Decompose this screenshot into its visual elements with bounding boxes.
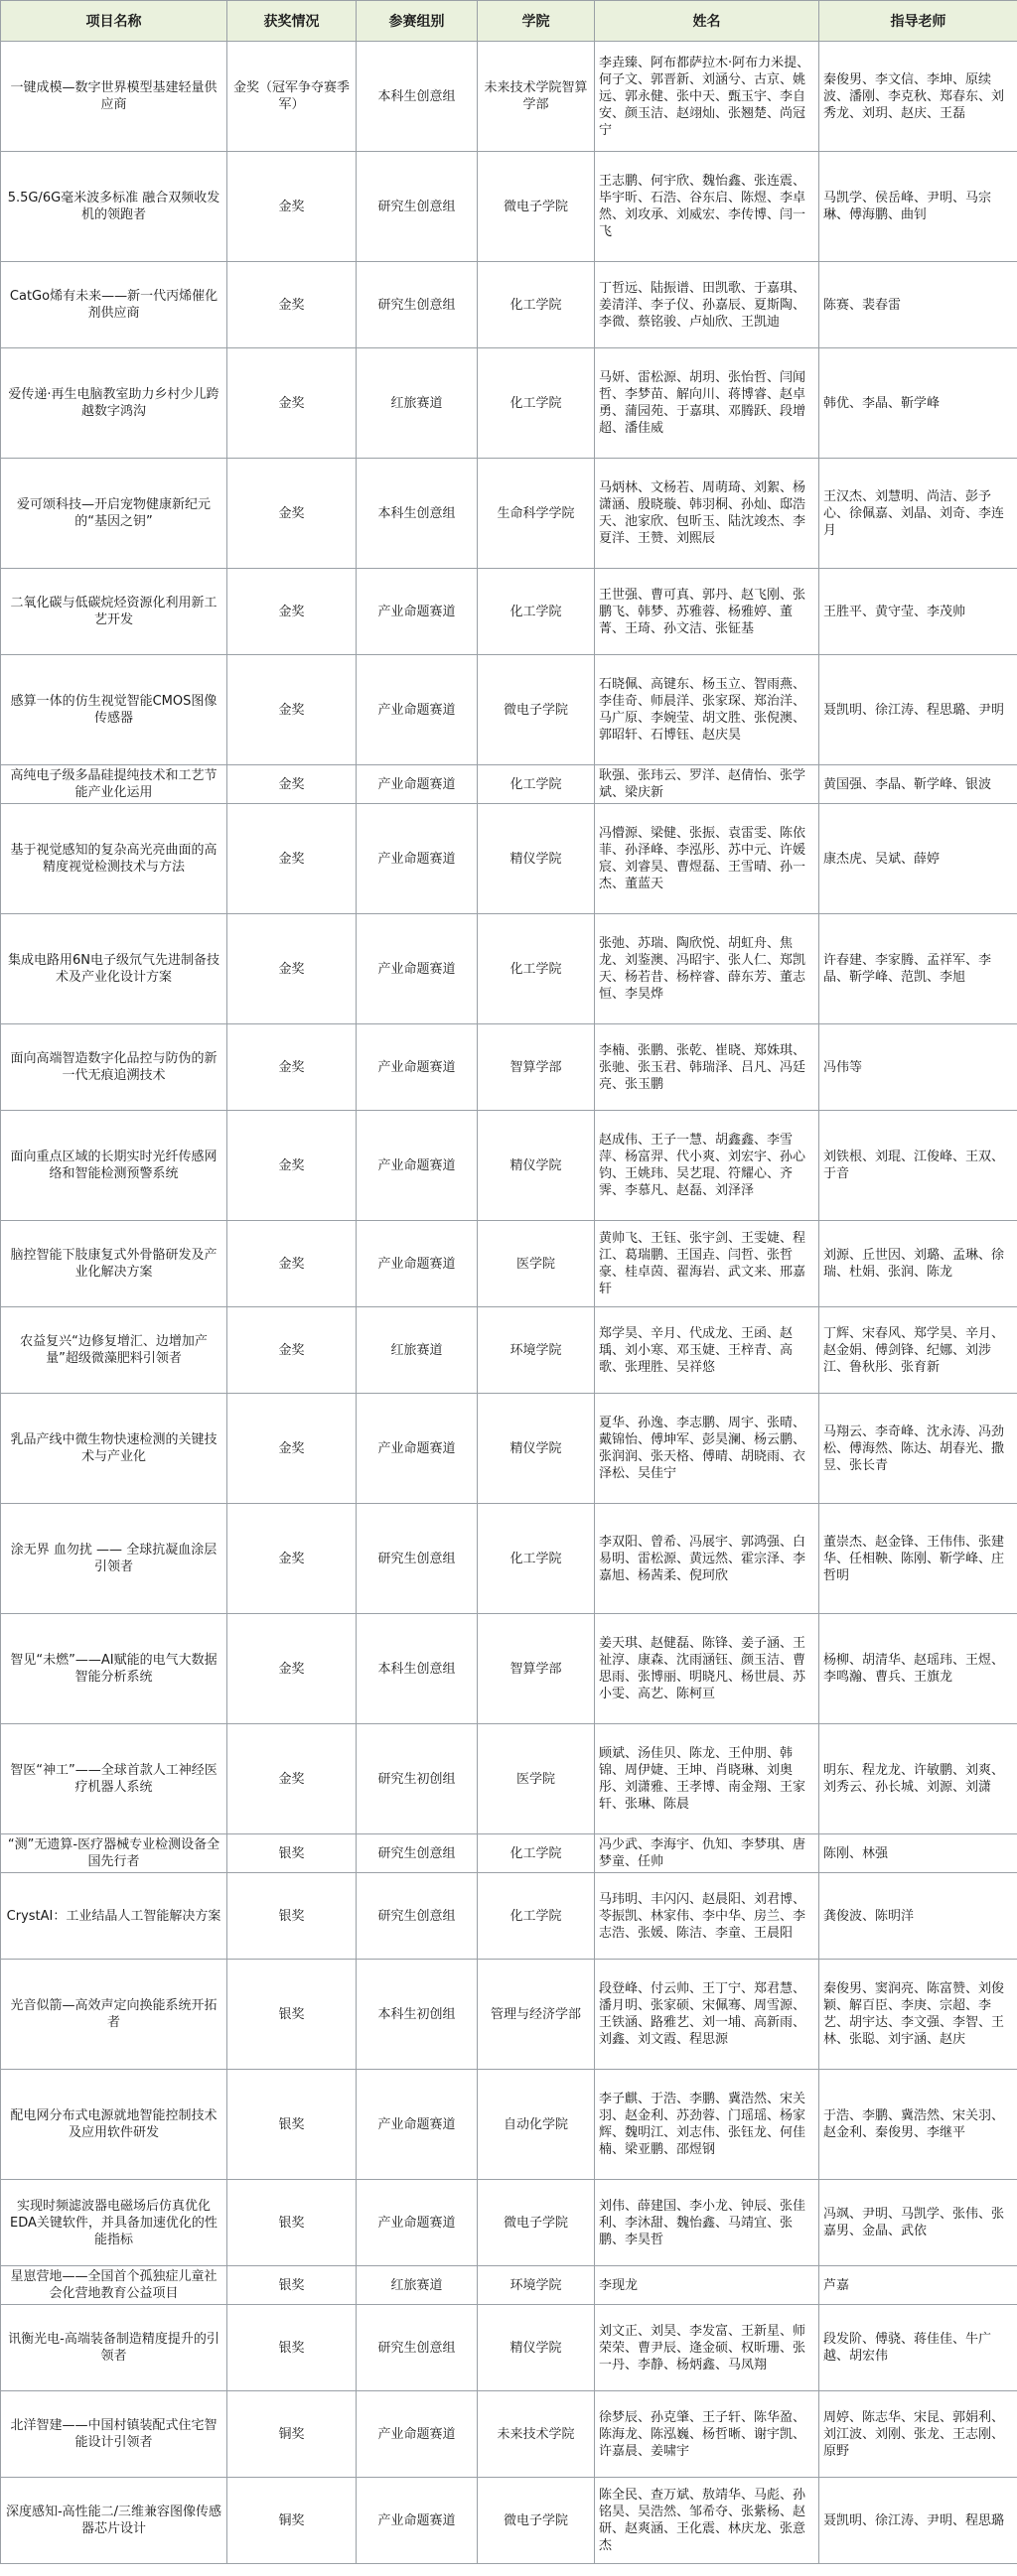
advisors-cell: 龚俊波、陈明洋 (819, 1873, 1017, 1960)
project-name-cell: 智医“神工”——全球首款人工神经医疗机器人系统 (1, 1724, 227, 1834)
advisors-cell: 韩优、李晶、靳学峰 (819, 348, 1017, 459)
advisors-cell: 黄国强、李晶、靳学峰、银波 (819, 765, 1017, 804)
college-cell: 医学院 (478, 1724, 595, 1834)
award-cell: 金奖 (227, 459, 357, 569)
advisors-cell: 刘源、丘世因、刘璐、孟琳、徐瑞、杜娟、张润、陈龙 (819, 1221, 1017, 1307)
project-name-cell: 星崽营地——全国首个孤独症儿童社会化营地教育公益项目 (1, 2266, 227, 2305)
award-cell: 金奖 (227, 765, 357, 804)
project-name-cell: 爱传递·再生电脑教室助力乡村少儿跨越数字鸿沟 (1, 348, 227, 459)
members-cell: 赵成伟、王子一慧、胡鑫鑫、李雪萍、杨富羿、代小爽、刘宏宇、孙心钧、王姚玮、吴艺琨、符耀心、齐霁、李慕凡、赵磊、刘泽泽 (595, 1111, 819, 1221)
award-cell: 金奖 (227, 348, 357, 459)
header-advisors: 指导老师 (819, 1, 1017, 42)
table-body (1, 42, 1017, 2564)
table-row (1, 348, 1017, 459)
group-cell: 本科生创意组 (357, 1614, 478, 1724)
project-name-cell: 智见“未燃”——AI赋能的电气大数据智能分析系统 (1, 1614, 227, 1724)
members-cell: 李现龙 (595, 2266, 819, 2305)
group-cell: 产业命题赛道 (357, 655, 478, 765)
group-cell: 红旅赛道 (357, 2266, 478, 2305)
advisors-cell: 丁辉、宋春风、郑学昊、辛月、赵金娟、傅剑锋、纪娜、刘涉江、鲁秋彤、张育新 (819, 1307, 1017, 1394)
table-row (1, 459, 1017, 569)
advisors-cell: 杨柳、胡清华、赵瑶玮、王煜、李鸣瀚、曹兵、王旗龙 (819, 1614, 1017, 1724)
advisors-cell: 董崇杰、赵金锋、王伟伟、张建华、任相鞅、陈刚、靳学峰、庄哲明 (819, 1504, 1017, 1614)
award-cell: 银奖 (227, 2266, 357, 2305)
members-cell: 王志鹏、何宇欣、魏怡鑫、张连震、毕宇昕、石浩、谷东启、陈煜、李卓然、刘攻承、刘威宏、李传博、闫一飞 (595, 152, 819, 262)
header-college: 学院 (478, 1, 595, 42)
project-name-cell: 脑控智能下肢康复式外骨骼研发及产业化解决方案 (1, 1221, 227, 1307)
members-cell: 夏华、孙逸、李志鹏、周宇、张晴、戴锦怡、傅坤军、彭昊澜、杨云鹏、张润润、张天格、傅晴、胡晓雨、衣泽松、吴佳宁 (595, 1394, 819, 1504)
college-cell: 化工学院 (478, 348, 595, 459)
award-cell: 金奖 (227, 914, 357, 1024)
members-cell: 马炳林、文杨若、周萌琦、刘絮、杨潇涵、殷晓璇、韩羽桐、孙灿、邸浩天、池家欣、包昕玉、陆沈竣杰、李夏洋、王赞、刘熙辰 (595, 459, 819, 569)
table-row (1, 1614, 1017, 1724)
table-row (1, 1111, 1017, 1221)
table-row (1, 262, 1017, 348)
members-cell: 石晓佩、高键东、杨玉立、智雨燕、李佳奇、师晨洋、张家琛、郑治洋、马广原、李婉莹、胡文胜、张倪澳、郭昭轩、石博钰、赵庆昊 (595, 655, 819, 765)
award-cell: 银奖 (227, 1834, 357, 1873)
advisors-cell: 段发阶、傅骁、蒋佳佳、牛广越、胡宏伟 (819, 2305, 1017, 2391)
members-cell: 冯懵源、梁健、张振、袁雷雯、陈依菲、孙泽峰、李泓彤、苏中元、许媛宸、刘睿昊、曹煜磊、王雪晴、孙一杰、董蓝天 (595, 804, 819, 914)
members-cell: 刘伟、薛建国、李小龙、钟辰、张佳利、李沐甜、魏怡鑫、马靖宜、张鹏、李昊哲 (595, 2180, 819, 2266)
award-cell: 金奖 (227, 262, 357, 348)
advisors-cell: 冯飒、尹明、马凯学、张伟、张嘉男、金晶、武依 (819, 2180, 1017, 2266)
college-cell: 自动化学院 (478, 2070, 595, 2180)
group-cell: 产业命题赛道 (357, 2180, 478, 2266)
advisors-cell: 秦俊男、窦润亮、陈富赞、刘俊颖、解百臣、李庚、宗超、李艺、胡宇达、李文强、李智、王林、张聪、刘宇涵、赵庆 (819, 1960, 1017, 2070)
group-cell: 研究生初创组 (357, 1724, 478, 1834)
award-cell: 金奖 (227, 1614, 357, 1724)
members-cell: 冯少武、李海宇、仇知、李梦琪、唐梦童、任帅 (595, 1834, 819, 1873)
header-award: 获奖情况 (227, 1, 357, 42)
group-cell: 本科生创意组 (357, 459, 478, 569)
header-project-name: 项目名称 (1, 1, 227, 42)
group-cell: 研究生创意组 (357, 1834, 478, 1873)
advisors-cell: 康杰虎、吴斌、薛婷 (819, 804, 1017, 914)
table-row (1, 2478, 1017, 2564)
college-cell: 微电子学院 (478, 152, 595, 262)
members-cell: 段登峰、付云帅、王丁宁、郑君慧、潘月明、张家硕、宋佩骞、周雪源、王铁涵、路雅艺、刘一埔、高新雨、刘鑫、刘文霞、程思源 (595, 1960, 819, 2070)
table-row (1, 1024, 1017, 1111)
table-row (1, 1960, 1017, 2070)
group-cell: 产业命题赛道 (357, 765, 478, 804)
project-name-cell: 面向高端智造数字化品控与防伪的新一代无痕追溯技术 (1, 1024, 227, 1111)
table-row (1, 1394, 1017, 1504)
college-cell: 智算学部 (478, 1024, 595, 1111)
project-name-cell: 北洋智建——中国村镇装配式住宅智能设计引领者 (1, 2391, 227, 2478)
group-cell: 产业命题赛道 (357, 1111, 478, 1221)
project-name-cell: 基于视觉感知的复杂高光亮曲面的高精度视觉检测技术与方法 (1, 804, 227, 914)
award-cell: 银奖 (227, 1873, 357, 1960)
members-cell: 李双阳、曾希、冯展宇、郭鸿强、白易明、雷松源、黄远然、霍宗泽、李嘉旭、杨茜柔、倪珂欣 (595, 1504, 819, 1614)
college-cell: 环境学院 (478, 2266, 595, 2305)
members-cell: 王世强、曹可真、郭丹、赵飞刚、张鹏飞、韩梦、苏雅蓉、杨雅婷、董菁、王琦、孙文洁、张钲基 (595, 569, 819, 655)
college-cell: 化工学院 (478, 1873, 595, 1960)
college-cell: 微电子学院 (478, 2180, 595, 2266)
members-cell: 徐梦辰、孙克肇、王子轩、陈华盈、陈海龙、陈泓巍、杨哲晰、谢宇凯、许嘉晨、姜啸宇 (595, 2391, 819, 2478)
table-row (1, 2180, 1017, 2266)
group-cell: 本科生创意组 (357, 42, 478, 152)
members-cell: 张弛、苏瑞、陶欣悦、胡虹舟、焦龙、刘鉴澳、冯昭宇、张人仁、郑凯天、杨若昔、杨梓睿、薛东芳、董志恒、李昊烨 (595, 914, 819, 1024)
award-cell: 金奖 (227, 1024, 357, 1111)
table-row (1, 1307, 1017, 1394)
project-name-cell: 5.5G/6G毫米波多标准 融合双频收发机的领跑者 (1, 152, 227, 262)
award-cell: 金奖 (227, 804, 357, 914)
college-cell: 精仪学院 (478, 1394, 595, 1504)
college-cell: 化工学院 (478, 569, 595, 655)
college-cell: 化工学院 (478, 914, 595, 1024)
group-cell: 本科生初创组 (357, 1960, 478, 2070)
members-cell: 郑学昊、辛月、代成龙、王函、赵瑀、刘小寒、邓玉婕、王梓青、高歌、张理胜、吴祥悠 (595, 1307, 819, 1394)
table-row (1, 152, 1017, 262)
advisors-cell: 冯伟等 (819, 1024, 1017, 1111)
members-cell: 丁哲远、陆振谱、田凯歌、于嘉琪、姜清洋、李子仪、孙嘉辰、夏斯陶、李微、蔡铭骏、卢灿欣、王凯迪 (595, 262, 819, 348)
members-cell: 李楠、张鹏、张乾、崔晓、郑姝琪、张驰、张玉君、韩瑞泽、吕凡、冯廷亮、张玉鹏 (595, 1024, 819, 1111)
advisors-cell: 刘铁根、刘琨、江俊峰、王双、于音 (819, 1111, 1017, 1221)
project-name-cell: 讯衡光电-高端装备制造精度提升的引领者 (1, 2305, 227, 2391)
group-cell: 产业命题赛道 (357, 804, 478, 914)
project-name-cell: “测”无遗算-医疗器械专业检测设备全国先行者 (1, 1834, 227, 1873)
award-cell: 银奖 (227, 2070, 357, 2180)
members-cell: 李垚臻、阿布都萨拉木·阿布力米提、何子文、郭晋新、刘涵兮、古京、姚远、郭永健、张中天、甄玉宇、李自安、颜玉洁、赵翊灿、张翘楚、尚冠宁 (595, 42, 819, 152)
award-cell: 金奖（冠军争夺赛季军） (227, 42, 357, 152)
advisors-cell: 马凯学、侯岳峰、尹明、马宗琳、傅海鹏、曲钊 (819, 152, 1017, 262)
group-cell: 产业命题赛道 (357, 2391, 478, 2478)
college-cell: 智算学部 (478, 1614, 595, 1724)
project-name-cell: 光音似箭—高效声定向换能系统开拓者 (1, 1960, 227, 2070)
award-cell: 银奖 (227, 1960, 357, 2070)
table-row (1, 1873, 1017, 1960)
table-row (1, 765, 1017, 804)
advisors-cell: 马翔云、李奇峰、沈永涛、冯劲松、傅海然、陈达、胡春光、撒昱、张长青 (819, 1394, 1017, 1504)
group-cell: 研究生创意组 (357, 1873, 478, 1960)
advisors-cell: 芦嘉 (819, 2266, 1017, 2305)
project-name-cell: 面向重点区域的长期实时光纤传感网络和智能检测预警系统 (1, 1111, 227, 1221)
advisors-cell: 周婷、陈志华、宋昆、郭娟利、刘江波、刘刚、张龙、王志刚、原野 (819, 2391, 1017, 2478)
advisors-cell: 聂凯明、徐江涛、尹明、程思璐 (819, 2478, 1017, 2564)
college-cell: 生命科学学院 (478, 459, 595, 569)
members-cell: 姜天琪、赵健磊、陈锋、姜子涵、王祉淳、康森、沈雨涵钰、颜玉洁、曹思雨、张博丽、明晓凡、杨世晨、苏小雯、高艺、陈柯亘 (595, 1614, 819, 1724)
advisors-cell: 明东、程龙龙、许敏鹏、刘爽、刘秀云、孙长城、刘源、刘潇 (819, 1724, 1017, 1834)
advisors-cell: 陈赛、裴春雷 (819, 262, 1017, 348)
table-row (1, 1834, 1017, 1873)
advisors-cell: 秦俊男、李文信、李坤、原续波、潘刚、李克秋、郑春东、刘秀龙、刘玥、赵庆、王磊 (819, 42, 1017, 152)
project-name-cell: 一键成模—数字世界模型基建轻量供应商 (1, 42, 227, 152)
project-name-cell: 高纯电子级多晶硅提纯技术和工艺节能产业化运用 (1, 765, 227, 804)
table-row (1, 655, 1017, 765)
college-cell: 化工学院 (478, 262, 595, 348)
project-name-cell: 集成电路用6N电子级氘气先进制备技术及产业化设计方案 (1, 914, 227, 1024)
members-cell: 刘文正、刘昊、李发富、王新星、师荣荣、曹尹辰、逄金硕、权昕珊、张一丹、李静、杨炳鑫、马凤翔 (595, 2305, 819, 2391)
college-cell: 化工学院 (478, 1834, 595, 1873)
project-name-cell: 乳品产线中微生物快速检测的关键技术与产业化 (1, 1394, 227, 1504)
project-name-cell: 配电网分布式电源就地智能控制技术及应用软件研发 (1, 2070, 227, 2180)
award-cell: 金奖 (227, 1111, 357, 1221)
table-row (1, 1724, 1017, 1834)
college-cell: 未来技术学院智算学部 (478, 42, 595, 152)
award-cell: 金奖 (227, 1307, 357, 1394)
members-cell: 耿强、张玮云、罗洋、赵倩怡、张学斌、梁庆新 (595, 765, 819, 804)
college-cell: 管理与经济学部 (478, 1960, 595, 2070)
members-cell: 李子麒、于浩、李鹏、冀浩然、宋关羽、赵金利、苏劲蓉、门瑶瑶、杨家辉、魏明江、刘志伟、张钰龙、何佳楠、梁亚鹏、邵煜钢 (595, 2070, 819, 2180)
project-name-cell: CatGo烯有未来——新一代丙烯催化剂供应商 (1, 262, 227, 348)
table-row (1, 914, 1017, 1024)
college-cell: 未来技术学院 (478, 2391, 595, 2478)
header-row (1, 1, 1017, 42)
college-cell: 精仪学院 (478, 2305, 595, 2391)
award-cell: 金奖 (227, 152, 357, 262)
advisors-cell: 王汉杰、刘慧明、尚洁、彭予心、徐佩嘉、刘晶、刘奇、李连月 (819, 459, 1017, 569)
members-cell: 马妍、雷松源、胡玥、张怡哲、闫闻哲、李梦苗、解向川、蒋博睿、赵卓勇、蒲园苑、于嘉琪、邓腾跃、段增超、潘佳威 (595, 348, 819, 459)
group-cell: 研究生创意组 (357, 152, 478, 262)
table-row (1, 804, 1017, 914)
group-cell: 产业命题赛道 (357, 914, 478, 1024)
project-name-cell: 感算一体的仿生视觉智能CMOS图像传感器 (1, 655, 227, 765)
group-cell: 研究生创意组 (357, 1504, 478, 1614)
group-cell: 产业命题赛道 (357, 1221, 478, 1307)
project-name-cell: 深度感知-高性能二/三维兼容图像传感器芯片设计 (1, 2478, 227, 2564)
table-row (1, 1221, 1017, 1307)
college-cell: 化工学院 (478, 765, 595, 804)
group-cell: 研究生创意组 (357, 262, 478, 348)
award-cell: 银奖 (227, 2305, 357, 2391)
college-cell: 微电子学院 (478, 655, 595, 765)
college-cell: 环境学院 (478, 1307, 595, 1394)
college-cell: 精仪学院 (478, 804, 595, 914)
group-cell: 红旅赛道 (357, 348, 478, 459)
advisors-cell: 聂凯明、徐江涛、程思璐、尹明 (819, 655, 1017, 765)
advisors-cell: 许春建、李家腾、孟祥军、李晶、靳学峰、范凯、李旭 (819, 914, 1017, 1024)
table-row (1, 42, 1017, 152)
group-cell: 红旅赛道 (357, 1307, 478, 1394)
advisors-cell: 于浩、李鹏、冀浩然、宋关羽、赵金利、秦俊男、李继平 (819, 2070, 1017, 2180)
college-cell: 微电子学院 (478, 2478, 595, 2564)
project-name-cell: CrystAI：工业结晶人工智能解决方案 (1, 1873, 227, 1960)
members-cell: 黄帅飞、王钰、张宇剑、王雯婕、程江、葛瑞鹏、王国垚、闫哲、张哲豪、桂卓茵、翟海岩、武文来、邢嘉轩 (595, 1221, 819, 1307)
group-cell: 产业命题赛道 (357, 1024, 478, 1111)
members-cell: 陈全民、查万斌、敖靖华、马彪、孙铭昊、吴浩然、邹希夺、张紫杨、赵研、赵爽涵、王化震、林庆龙、张意杰 (595, 2478, 819, 2564)
award-cell: 铜奖 (227, 2391, 357, 2478)
table-row (1, 2391, 1017, 2478)
award-cell: 金奖 (227, 569, 357, 655)
college-cell: 医学院 (478, 1221, 595, 1307)
header-members: 姓名 (595, 1, 819, 42)
award-cell: 金奖 (227, 1394, 357, 1504)
award-cell: 金奖 (227, 1221, 357, 1307)
award-cell: 金奖 (227, 1504, 357, 1614)
group-cell: 产业命题赛道 (357, 2070, 478, 2180)
award-cell: 金奖 (227, 1724, 357, 1834)
table-row (1, 2266, 1017, 2305)
college-cell: 精仪学院 (478, 1111, 595, 1221)
project-name-cell: 爱可颂科技—开启宠物健康新纪元的“基因之钥” (1, 459, 227, 569)
advisors-cell: 王胜平、黄守莹、李茂帅 (819, 569, 1017, 655)
group-cell: 产业命题赛道 (357, 1394, 478, 1504)
table-row (1, 2070, 1017, 2180)
project-name-cell: 涂无界 血勿扰 —— 全球抗凝血涂层引领者 (1, 1504, 227, 1614)
award-cell: 铜奖 (227, 2478, 357, 2564)
table-row (1, 2305, 1017, 2391)
project-name-cell: 农益复兴“边修复增汇、边增加产量”超级微藻肥料引领者 (1, 1307, 227, 1394)
group-cell: 研究生创意组 (357, 2305, 478, 2391)
award-cell: 金奖 (227, 655, 357, 765)
project-name-cell: 二氧化碳与低碳烷烃资源化利用新工艺开发 (1, 569, 227, 655)
group-cell: 产业命题赛道 (357, 2478, 478, 2564)
award-cell: 银奖 (227, 2180, 357, 2266)
members-cell: 马玮明、丰闪闪、赵晨阳、刘君博、苓振凯、林家伟、李中华、房兰、李志浩、张媛、陈洁、李童、王晨阳 (595, 1873, 819, 1960)
table-row (1, 569, 1017, 655)
project-name-cell: 实现时频滤波器电磁场后仿真优化EDA关键软件，并具备加速优化的性能指标 (1, 2180, 227, 2266)
members-cell: 顾斌、汤佳贝、陈龙、王仲朋、韩锦、周伊婕、王坤、肖晓琳、刘奥彤、刘潇雅、王孝博、南金翔、王家轩、张琳、陈晨 (595, 1724, 819, 1834)
header-group: 参赛组别 (357, 1, 478, 42)
advisors-cell: 陈刚、林强 (819, 1834, 1017, 1873)
group-cell: 产业命题赛道 (357, 569, 478, 655)
college-cell: 化工学院 (478, 1504, 595, 1614)
table-row (1, 1504, 1017, 1614)
